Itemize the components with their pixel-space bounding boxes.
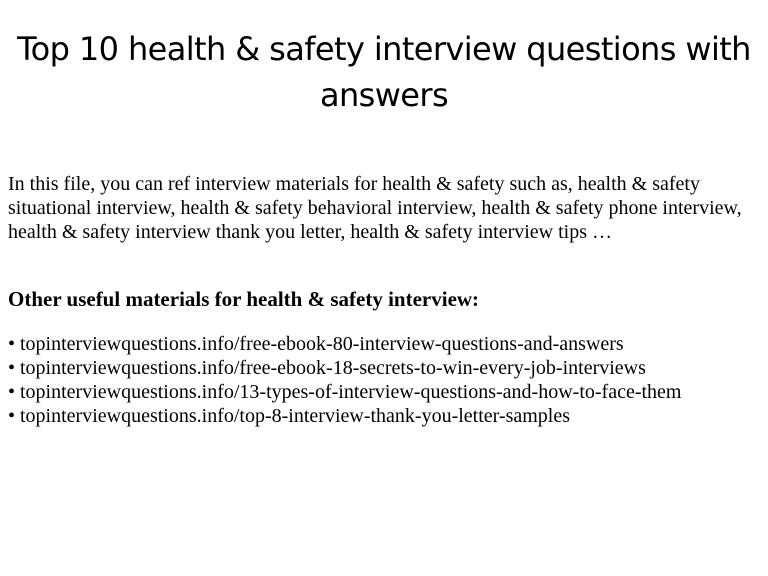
intro-paragraph: In this file, you can ref interview materials for health & safety such as, health & safety situational interview, health & safety behavioral interview, health & safety phone interview, health & safety interview thank you letter, health & safety interview tips … bbox=[8, 173, 742, 243]
resource-links-list bbox=[8, 332, 762, 428]
list-item bbox=[8, 356, 762, 380]
slide-title: Top 10 health & safety interview questions with answers bbox=[17, 30, 751, 114]
list-item bbox=[8, 380, 762, 404]
resource-link-13-types-questions[interactable]: • topinterviewquestions.info/13-types-of-interview-questions-and-how-to-face-them bbox=[8, 381, 682, 403]
resource-link-thank-you-letters[interactable]: • topinterviewquestions.info/top-8-interview-thank-you-letter-samples bbox=[8, 405, 571, 427]
list-item bbox=[8, 404, 762, 428]
resource-link-ebook-80-questions[interactable]: • topinterviewquestions.info/free-ebook-80-interview-questions-and-answers bbox=[8, 333, 624, 355]
list-item bbox=[8, 332, 762, 356]
resources-heading: Other useful materials for health & safety interview: bbox=[8, 287, 480, 311]
resource-link-ebook-18-secrets[interactable]: • topinterviewquestions.info/free-ebook-18-secrets-to-win-every-job-interviews bbox=[8, 357, 646, 379]
